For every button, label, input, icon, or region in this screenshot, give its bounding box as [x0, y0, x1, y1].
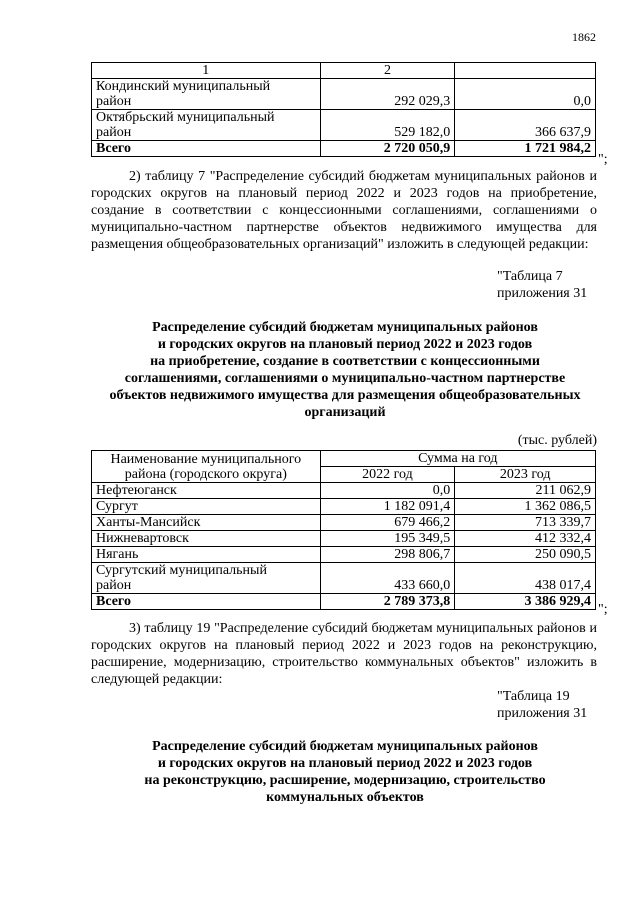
paragraph-item-2: 2) таблицу 7 "Распределение субсидий бюджетам муниципальных районов и городских округов на плановый период 2022 и 2023 годов на приобретение, создание в соответствии с концессионными соглашениями, соглашениями о муниципально-частном партнерстве объектов недвижимого имущества для размещения общеобразовательных организаций" изложить в следующей редакции: — [91, 169, 597, 252]
table-header-row — [92, 451, 596, 467]
total-row — [92, 141, 596, 157]
total-row — [92, 594, 596, 610]
table-row — [92, 515, 596, 531]
value-cell: 1 182 091,4 — [320, 499, 455, 515]
row-name: Сургут — [92, 499, 321, 515]
value-cell: 0,0 — [320, 483, 455, 499]
header-year-2022: 2022 год — [320, 467, 455, 483]
table-7-title: Распределение субсидий бюджетам муниципальных районов и городских округов на плановый период 2022 и 2023 годов на приобретение, создание в соответствии с концессионными соглашениями, соглашениями о муниципально-частном партнерстве объектов недвижимого имущества для размещения общеобразовательных организаций — [109, 320, 581, 420]
table-row — [92, 547, 596, 563]
table-header-row — [92, 63, 596, 79]
value-cell: 195 349,5 — [320, 531, 455, 547]
row-name: Нижневартовск — [92, 531, 321, 547]
table-row — [92, 499, 596, 515]
value-cell: 713 339,7 — [455, 515, 596, 531]
row-name: Октябрьский муниципальный район — [92, 110, 321, 141]
row-name: Нягань — [92, 547, 321, 563]
value-cell: 529 182,0 — [320, 110, 455, 141]
value-cell: 292 029,3 — [320, 79, 455, 110]
table-row — [92, 531, 596, 547]
value-cell: 412 332,4 — [455, 531, 596, 547]
header-cell — [455, 63, 596, 79]
table-reference-19: "Таблица 19 приложения 31 — [497, 689, 588, 721]
value-cell: 438 017,4 — [455, 563, 596, 594]
table-closing-quote: "; — [598, 602, 608, 617]
total-value: 2 720 050,9 — [320, 141, 455, 157]
header-name-column: Наименование муниципального района (городского округа) — [92, 451, 321, 483]
value-cell: 250 090,5 — [455, 547, 596, 563]
total-label: Всего — [92, 594, 321, 610]
paragraph-item-3: 3) таблицу 19 "Распределение субсидий бюджетам муниципальных районов и городских округов на плановый период 2022 и 2023 годов на реконструкцию, расширение, модернизацию, строительство коммунальных объектов" изложить в следующей редакции: — [91, 621, 597, 687]
header-sum-column: Сумма на год — [320, 451, 595, 467]
value-cell: 0,0 — [455, 79, 596, 110]
value-cell: 366 637,9 — [455, 110, 596, 141]
value-cell: 679 466,2 — [320, 515, 455, 531]
total-value: 1 721 984,2 — [455, 141, 596, 157]
header-cell: 2 — [320, 63, 455, 79]
page-number: 1862 — [572, 30, 596, 44]
table-closing-quote: "; — [598, 152, 608, 167]
table-row — [92, 483, 596, 499]
row-name: Ханты-Мансийск — [92, 515, 321, 531]
total-value: 3 386 929,4 — [455, 594, 596, 610]
value-cell: 298 806,7 — [320, 547, 455, 563]
row-name: Кондинский муниципальный район — [92, 79, 321, 110]
total-value: 2 789 373,8 — [320, 594, 455, 610]
table-row — [92, 563, 596, 594]
value-cell: 211 062,9 — [455, 483, 596, 499]
value-cell: 1 362 086,5 — [455, 499, 596, 515]
table-19-title: Распределение субсидий бюджетам муниципальных районов и городских округов на плановый период 2022 и 2023 годов на реконструкцию, расширение, модернизацию, строительство коммунальных объектов — [144, 739, 546, 805]
table-row — [92, 79, 596, 110]
row-name: Сургутский муниципальный район — [92, 563, 321, 594]
total-label: Всего — [92, 141, 321, 157]
row-name: Нефтеюганск — [92, 483, 321, 499]
header-year-2023: 2023 год — [455, 467, 596, 483]
header-cell: 1 — [92, 63, 321, 79]
table-reference-7: "Таблица 7 приложения 31 — [497, 269, 588, 301]
table-row — [92, 110, 596, 141]
units-label: (тыс. рублей) — [517, 433, 597, 448]
value-cell: 433 660,0 — [320, 563, 455, 594]
table-continuation — [91, 62, 596, 157]
table-7 — [91, 450, 596, 610]
